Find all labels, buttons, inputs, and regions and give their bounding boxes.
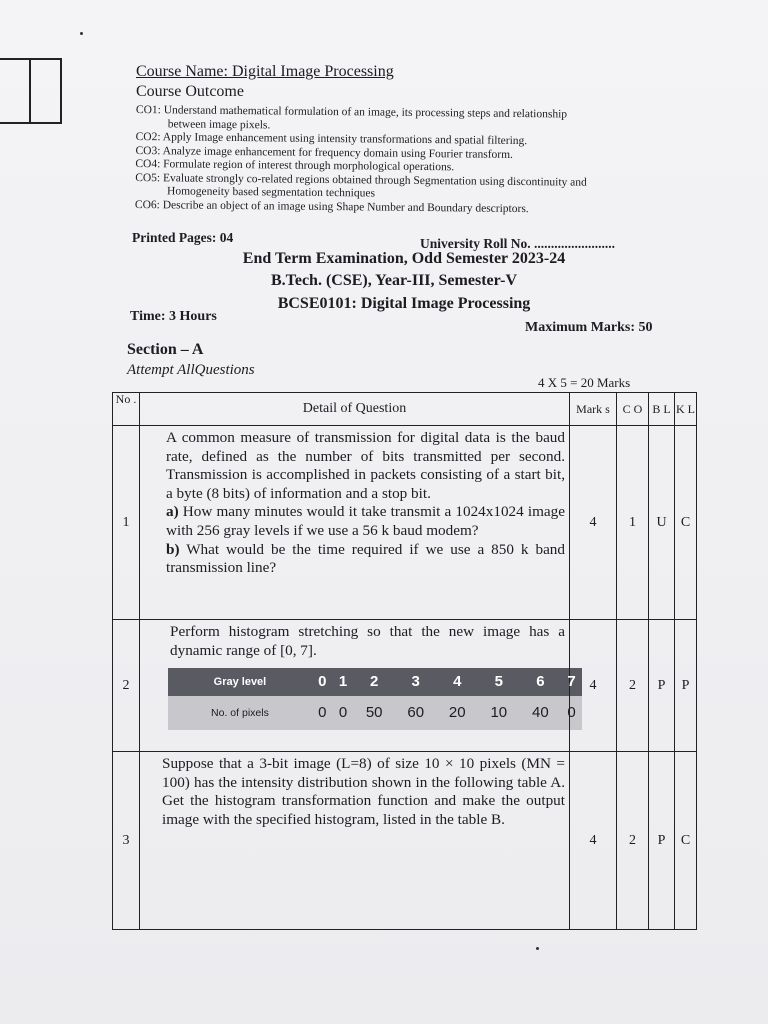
question-text: A common measure of transmission for digital data is the baud rate, defined as the number of bits transmitted per second. Transmission is accomplished in packets consisting of a start bit, a byte (8 bits) of information and a stop bit. — [166, 429, 565, 502]
co-text-cont: Homogeneity based segmentation techniques — [167, 185, 376, 200]
co-text: : Understand mathematical formulation of an image, its processing steps and relationship — [157, 104, 568, 121]
gray-level-cell: 0 — [312, 668, 333, 696]
question-number: 1 — [113, 426, 140, 620]
question-number: 2 — [113, 620, 140, 752]
header-kl: K L — [675, 393, 697, 426]
co-code: CO1 — [135, 104, 158, 117]
co-text: : Evaluate strongly co-related regions obtained through Segmentation using discontinuity and — [156, 171, 587, 189]
question-bl: P — [649, 620, 675, 752]
gray-level-row — [168, 668, 582, 696]
co-text-cont: between image pixels. — [167, 117, 271, 131]
table-row — [113, 620, 697, 752]
gray-level-cell: 3 — [395, 668, 437, 696]
exam-title: End Term Examination, Odd Semester 2023-24 — [242, 250, 566, 267]
question-table — [112, 392, 697, 930]
pixel-count-cell: 20 — [437, 696, 479, 730]
part-b-text: What would be the time required if we use a 850 k band transmission line? — [166, 540, 565, 577]
exam-time: Time: 3 Hours — [130, 309, 217, 324]
question-text: Suppose that a 3-bit image (L=8) of size 10 × 10 pixels (MN = 100) has the intensity distribution shown in the following table A. Get the histogram transformation function and make the output image with the specified histogram, listed in the table B. — [162, 755, 565, 828]
question-co: 2 — [617, 752, 649, 930]
co-text: : Analyze image enhancement for frequency domain using Fourier transform. — [157, 144, 514, 161]
corner-box — [0, 58, 62, 124]
question-co: 1 — [617, 426, 649, 620]
course-outcome-list — [135, 104, 676, 218]
question-marks: 4 — [570, 426, 617, 620]
co-code: CO5 — [135, 171, 158, 184]
table-row — [113, 426, 697, 620]
speck — [80, 32, 83, 35]
pixel-count-cell: 60 — [395, 696, 437, 730]
gray-level-table — [168, 668, 582, 730]
co-code: CO2 — [135, 130, 158, 144]
question-kl: C — [675, 752, 697, 930]
co-text: : Formulate region of interest through morphological operations. — [157, 158, 455, 174]
question-detail — [140, 426, 570, 620]
maximum-marks: Maximum Marks: 50 — [525, 320, 653, 335]
section-title: Section – A — [127, 341, 204, 358]
printed-pages: Printed Pages: 04 — [132, 230, 234, 245]
part-b-label: b) — [166, 540, 180, 558]
course-header — [134, 62, 676, 215]
speck — [536, 947, 539, 950]
pixel-count-label: No. of pixels — [168, 696, 312, 730]
section-instruction: Attempt AllQuestions — [127, 362, 255, 378]
table-header-row — [113, 393, 697, 426]
course-outcome-title: Course Outcome — [136, 83, 244, 100]
question-marks: 4 — [570, 752, 617, 930]
gray-level-cell: 7 — [561, 668, 582, 696]
gray-level-label: Gray level — [168, 668, 312, 696]
course-name: Course Name: Digital Image Processing — [136, 63, 394, 80]
gray-level-cell: 2 — [353, 668, 395, 696]
part-a-label: a) — [166, 503, 179, 521]
question-text: Perform histogram stretching so that the new image has a dynamic range of [0, 7]. — [170, 623, 565, 659]
co-text: : Apply Image enhancement using intensity transformations and spatial filtering. — [157, 131, 528, 148]
gray-level-cell: 5 — [478, 668, 520, 696]
pixel-count-row — [168, 696, 582, 730]
pixel-count-cell: 0 — [312, 696, 333, 730]
gray-level-cell: 6 — [520, 668, 562, 696]
question-co: 2 — [617, 620, 649, 752]
pixel-count-cell: 50 — [353, 696, 395, 730]
header-bl: B L — [649, 393, 675, 426]
pixel-count-cell: 0 — [561, 696, 582, 730]
question-number: 3 — [113, 752, 140, 930]
question-kl: C — [675, 426, 697, 620]
pixel-count-cell: 40 — [520, 696, 562, 730]
header-co: C O — [617, 393, 649, 426]
university-roll-no: University Roll No. ........................ — [420, 236, 615, 251]
header-no: No . — [113, 393, 140, 426]
corner-box-cell — [29, 60, 60, 122]
question-marks: 4 — [570, 620, 617, 752]
pixel-count-cell: 0 — [333, 696, 354, 730]
co-text: : Describe an object of an image using Shape Number and Boundary descriptors. — [156, 198, 529, 215]
pixel-count-cell: 10 — [478, 696, 520, 730]
co-code: CO4 — [135, 157, 158, 171]
header-detail: Detail of Question — [140, 393, 570, 426]
question-detail — [140, 620, 576, 752]
table-row — [113, 752, 697, 930]
question-bl: P — [649, 752, 675, 930]
question-kl: P — [675, 620, 697, 752]
corner-box-cell — [0, 60, 29, 122]
header-marks: Mark s — [570, 393, 617, 426]
program-line: B.Tech. (CSE), Year-III, Semester-V — [270, 272, 518, 289]
marks-scheme: 4 X 5 = 20 Marks — [538, 375, 631, 390]
gray-level-cell: 1 — [333, 668, 354, 696]
co-code: CO6 — [134, 198, 157, 211]
part-a-text: How many minutes would it take transmit a 1024x1024 image with 256 gray levels if we use a 56 k baud modem? — [166, 503, 565, 539]
co-code: CO3 — [135, 144, 158, 157]
subject-line: BCSE0101: Digital Image Processing — [277, 295, 531, 312]
gray-level-cell: 4 — [437, 668, 479, 696]
question-detail — [140, 752, 570, 930]
question-bl: U — [649, 426, 675, 620]
